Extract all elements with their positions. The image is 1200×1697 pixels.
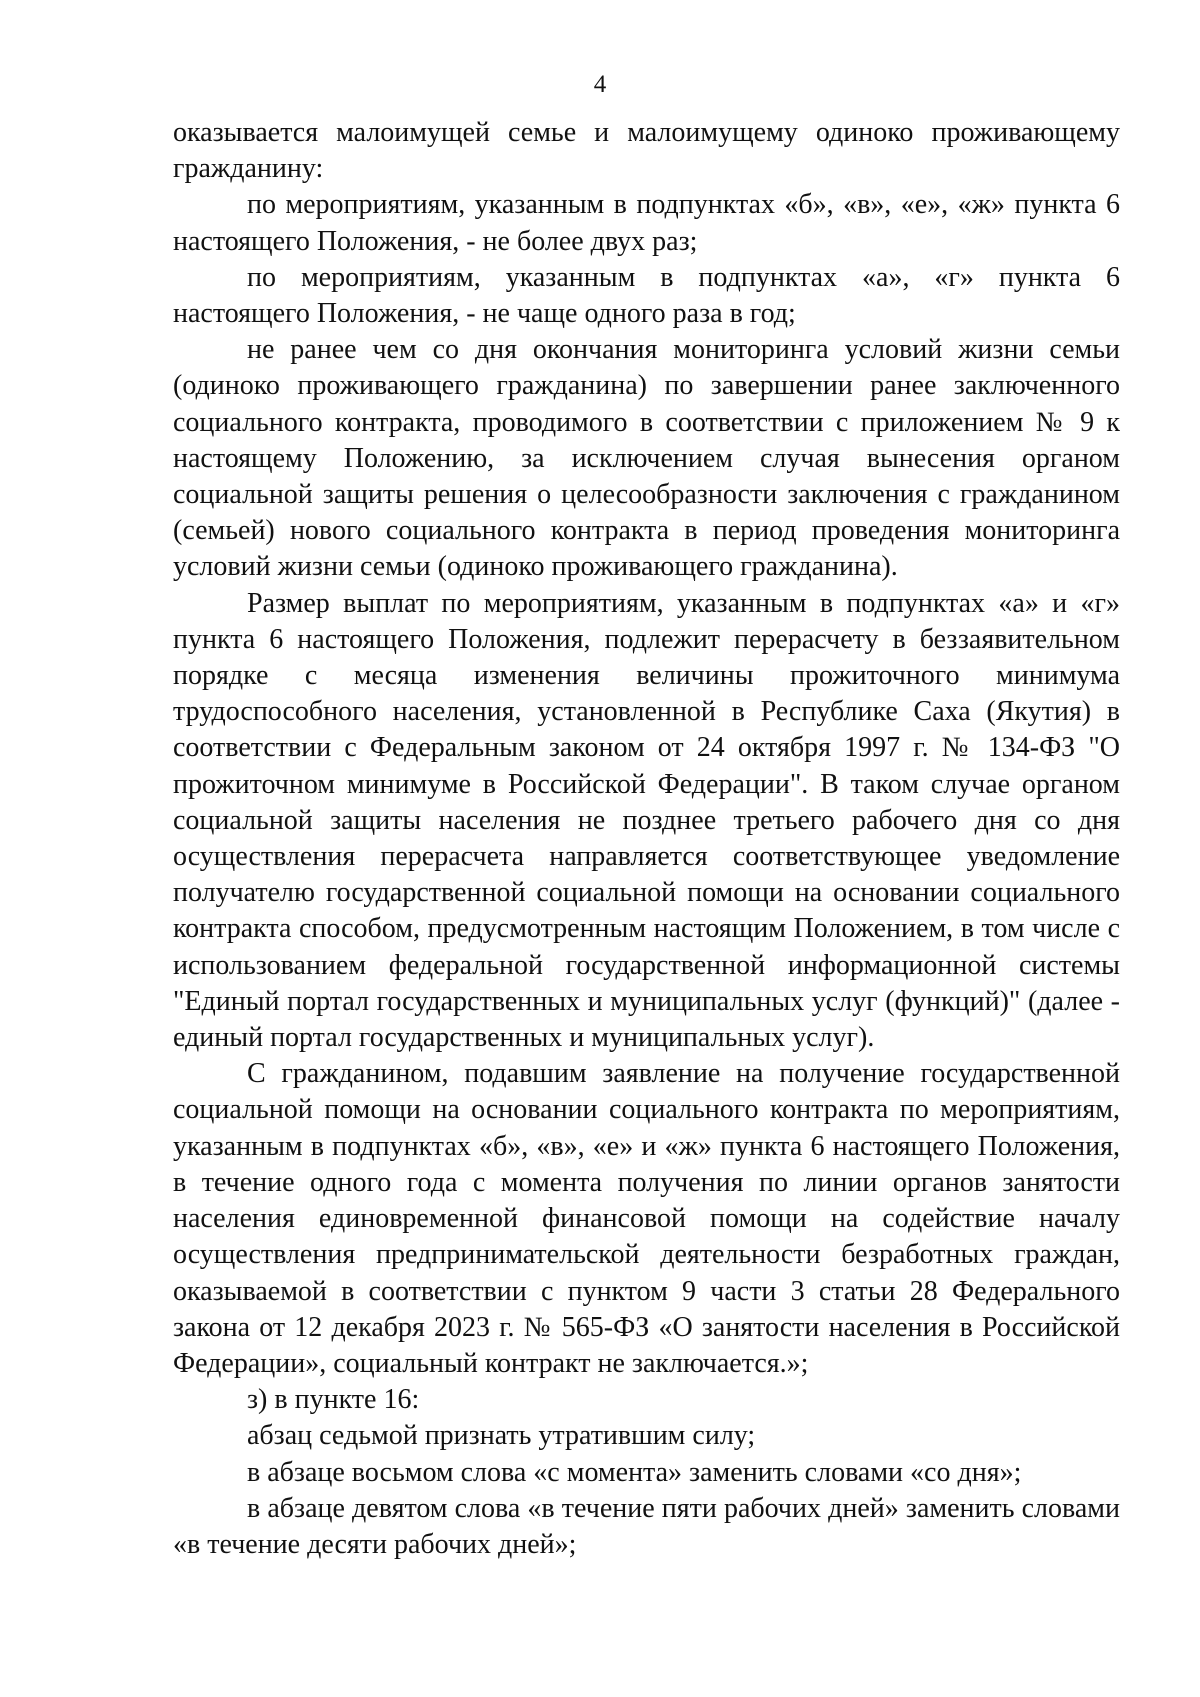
paragraph-eighth-abzac: в абзаце восьмом слова «с момента» заменить словами «со дня»; bbox=[247, 1456, 1022, 1488]
paragraph-recalculation: Размер выплат по мероприятиям, указанным в подпунктах «а» и «г» пункта 6 настоящего Положения, подлежит перерасчету в беззаявительном порядке с месяца изменения величины прожиточного минимума трудоспособного населения, установленной в Республике Саха (Якутия) в соответствии с Федеральным законом от 24 октября 1997 г. № 134-ФЗ "О прожиточном минимуме в Российской Федерации". В таком случае органом социальной защиты населения не позднее третьего рабочего дня со дня осуществления перерасчета направляется соответствующее уведомление получателю государственной социальной помощи на основании социального контракта способом, предусмотренным настоящим Положением, в том числе с использованием федеральной государственной информационной системы "Единый портал государственных и муниципальных услуг (функций)" (далее - единый портал государственных и муниципальных услуг). bbox=[173, 587, 1120, 1054]
paragraph-item-a-g: по мероприятиям, указанным в подпунктах «а», «г» пункта 6 настоящего Положения, - не чаще одного раза в год; bbox=[173, 261, 1120, 330]
paragraph-item-b-v-e-zh: по мероприятиям, указанным в подпунктах «б», «в», «е», «ж» пункта 6 настоящего Положения, - не более двух раз; bbox=[173, 189, 1120, 257]
page-number: 4 bbox=[593, 71, 607, 98]
paragraph-ninth-abzac: в абзаце девятом слова «в течение пяти рабочих дней» заменить словами «в течение десяти рабочих дней»; bbox=[173, 1492, 1120, 1560]
paragraph-no-contract: С гражданином, подавшим заявление на получение государственной социальной помощи на основании социального контракта по мероприятиям, указанным в подпунктах «б», «в», «е» и «ж» пункта 6 настоящего Положения, в течение одного года с момента получения по линии органов занятости населения единовременной финансовой помощи на содействие началу осуществления предпринимательской деятельности безработных граждан, оказываемой в соответствии с пунктом 9 части 3 статьи 28 Федерального закона от 12 декабря 2023 г. № 565-ФЗ «О занятости населения в Российской Федерации», социальный контракт не заключается.»; bbox=[173, 1058, 1120, 1379]
paragraph-monitoring: не ранее чем со дня окончания мониторинга условий жизни семьи (одиноко проживающего гражданина) по завершении ранее заключенного социального контракта, проводимого в соответствии с приложением № 9 к настоящему Положению, за исключением случая вынесения органом социальной защиты решения о целесообразности заключения с гражданином (семьей) нового социального контракта в период проведения мониторинга условий жизни семьи (одиноко проживающего гражданина). bbox=[173, 334, 1120, 583]
paragraph-continuation: оказывается малоимущей семье и малоимущему одиноко проживающему гражданину: bbox=[173, 117, 1120, 185]
paragraph-seventh-abzac: абзац седьмой признать утратившим силу; bbox=[247, 1420, 756, 1452]
paragraph-point-16: з) в пункте 16: bbox=[247, 1384, 420, 1416]
document-body bbox=[173, 115, 1120, 1563]
